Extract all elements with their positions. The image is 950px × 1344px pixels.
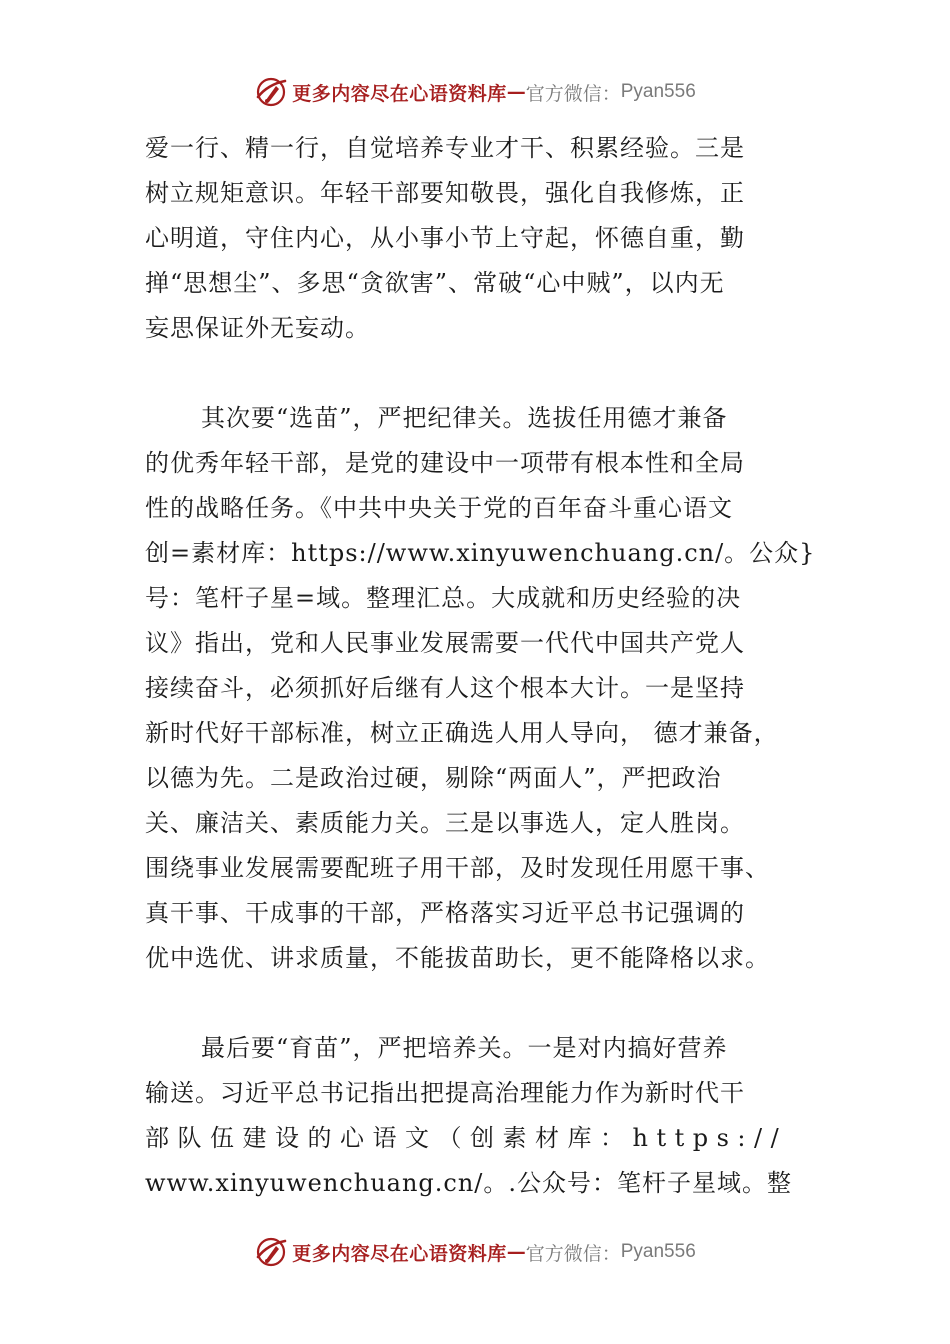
text-line: 树立规矩意识。年轻干部要知敬畏，强化自我修炼，正 — [145, 179, 745, 207]
banner-wechat-label: 官方微信： — [525, 82, 621, 105]
paragraph — [145, 126, 815, 351]
banner-wechat-label: 官方微信： — [525, 1242, 621, 1265]
banner-text: 更多内容尽在心语资料库 — [292, 1242, 507, 1265]
text-line: 妄思保证外无妄动。 — [145, 314, 370, 342]
paragraph-gap — [145, 981, 815, 1026]
text-line: 真干事、干成事的干部，严格落实习近平总书记强调的 — [145, 899, 745, 927]
banner-separator: — — [506, 81, 526, 103]
banner-wechat-id: Pyan556 — [620, 1241, 696, 1262]
text-line: 议》指出，党和人民事业发展需要一代代中国共产党人 — [145, 629, 745, 657]
text-line: 最后要“育苗”，严把培养关。一是对内搞好营养 — [201, 1034, 728, 1062]
text-line: 关、廉洁关、素质能力关。三是以事选人，定人胜岗。 — [145, 809, 745, 837]
text-line: 以德为先。二是政治过硬，剔除“两面人”，严把政治 — [145, 764, 722, 792]
text-line: 输送。习近平总书记指出把提高治理能力作为新时代干 — [145, 1079, 745, 1107]
pen-nib-logo-icon — [254, 1235, 288, 1269]
text-line: 性的战略任务。《中共中央关于党的百年奋斗重心语文 — [145, 494, 733, 522]
text-line: www.xinyuwenchuang.cn/。.公众号：笔杆子星域。整 — [145, 1169, 793, 1197]
text-line: 掸“思想尘”、多思“贪欲害”、常破“心中贼”，以内无 — [145, 269, 725, 297]
text-line: 创=素材库：https://www.xinyuwenchuang.cn/。公众} — [145, 539, 816, 567]
paragraph — [145, 1026, 815, 1206]
text-line: 心明道，守住内心，从小事小节上守起，怀德自重，勤 — [145, 224, 745, 252]
text-line: 优中选优、讲求质量，不能拔苗助长，更不能降格以求。 — [145, 944, 770, 972]
banner-wechat-id: Pyan556 — [620, 81, 696, 102]
text-line: 号：笔杆子星=域。整理汇总。大成就和历史经验的决 — [145, 584, 742, 612]
banner-separator: — — [506, 1241, 526, 1263]
text-line: 新时代好干部标准，树立正确选人用人导向， 德才兼备， — [145, 719, 779, 747]
text-line: 的优秀年轻干部，是党的建设中一项带有根本性和全局 — [145, 449, 745, 477]
pen-nib-logo-icon — [254, 75, 288, 109]
paragraph-gap — [145, 351, 815, 396]
document-body — [145, 126, 815, 1206]
footer-banner — [0, 1232, 950, 1272]
paragraph — [145, 396, 815, 981]
text-line: 接续奋斗，必须抓好后继有人这个根本大计。一是坚持 — [145, 674, 745, 702]
text-line: 部队伍建设的心语文（创素材库：https:// — [145, 1124, 788, 1152]
text-line: 爱一行、精一行，自觉培养专业才干、积累经验。三是 — [145, 134, 745, 162]
header-banner — [0, 72, 950, 112]
text-line: 其次要“选苗”，严把纪律关。选拔任用德才兼备 — [201, 404, 728, 432]
banner-text: 更多内容尽在心语资料库 — [292, 82, 507, 105]
text-line: 围绕事业发展需要配班子用干部，及时发现任用愿干事、 — [145, 854, 770, 882]
